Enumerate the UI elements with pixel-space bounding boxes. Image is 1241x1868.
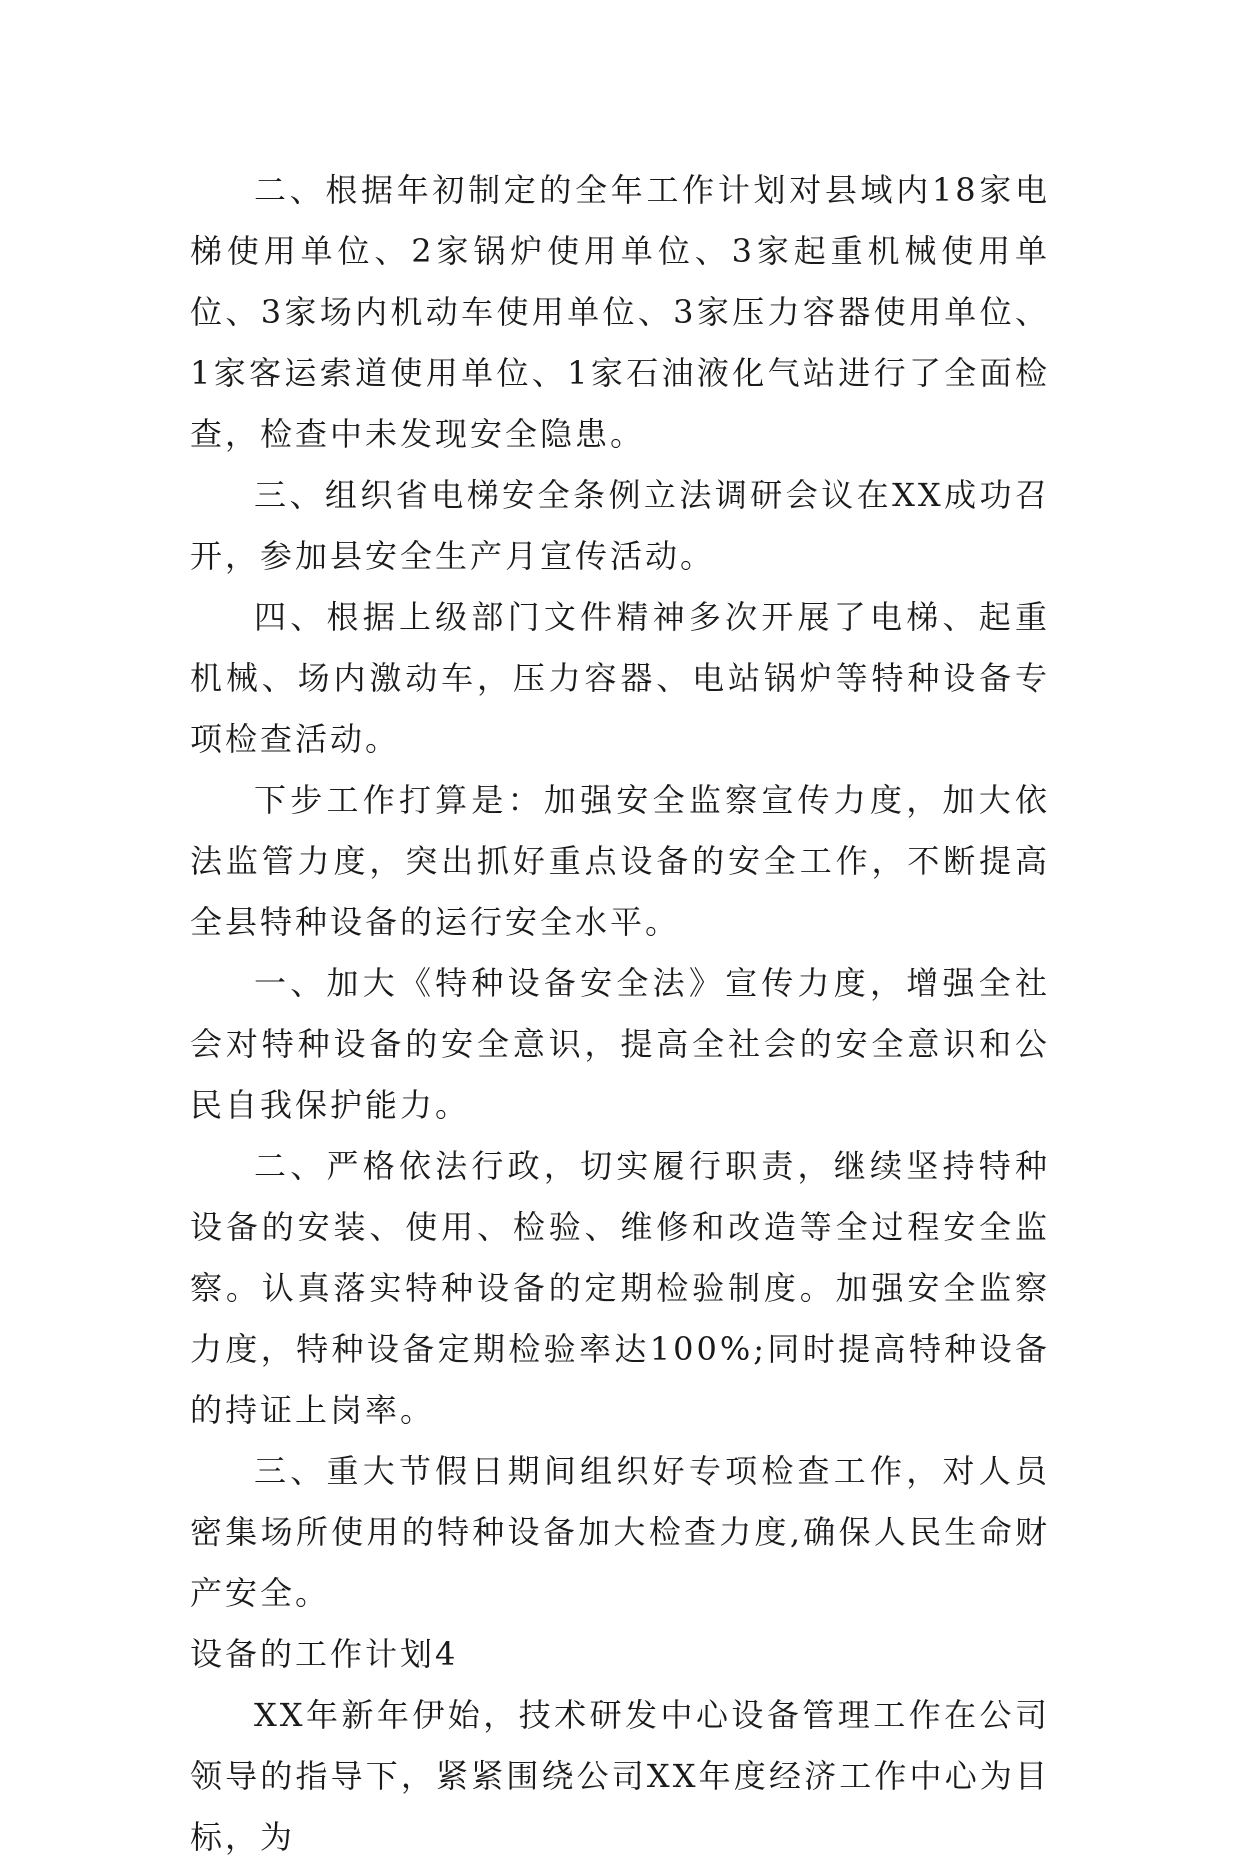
paragraph-new-year-intro: XX年新年伊始，技术研发中心设备管理工作在公司领导的指导下，紧紧围绕公司XX年度经济工作中心为目标，为 xyxy=(190,1696,1050,1856)
paragraph-plan-item-1: 一、加大《特种设备安全法》宣传力度，增强全社会对特种设备的安全意识，提高全社会的安全意识和公民自我保护能力。 xyxy=(190,964,1050,1124)
paragraph-elevator-meeting: 三、组织省电梯安全条例立法调研会议在XX成功召开，参加县安全生产月宣传活动。 xyxy=(190,476,1050,575)
paragraph-special-inspection: 四、根据上级部门文件精神多次开展了电梯、起重机械、场内激动车，压力容器、电站锅炉等特种设备专项检查活动。 xyxy=(190,598,1050,758)
paragraph-inspection-summary: 二、根据年初制定的全年工作计划对县域内18家电梯使用单位、2家锅炉使用单位、3家起重机械使用单位、3家场内机动车使用单位、3家压力容器使用单位、1家客运索道使用单位、1家石油液化气站进行了全面检查，检查中未发现安全隐患。 xyxy=(190,171,1050,453)
paragraph-next-plan: 下步工作打算是：加强安全监察宣传力度，加大依法监管力度，突出抓好重点设备的安全工作，不断提高全县特种设备的运行安全水平。 xyxy=(190,781,1050,941)
section-heading: 设备的工作计划4 xyxy=(190,1635,459,1673)
paragraph-plan-item-3: 三、重大节假日期间组织好专项检查工作，对人员密集场所使用的特种设备加大检查力度,确保人民生命财产安全。 xyxy=(190,1452,1050,1612)
paragraph-plan-item-2: 二、严格依法行政，切实履行职责，继续坚持特种设备的安装、使用、检验、维修和改造等全过程安全监察。认真落实特种设备的定期检验制度。加强安全监察力度，特种设备定期检验率达100%;同时提高特种设备的持证上岗率。 xyxy=(190,1147,1050,1429)
document-body xyxy=(190,160,1050,1868)
